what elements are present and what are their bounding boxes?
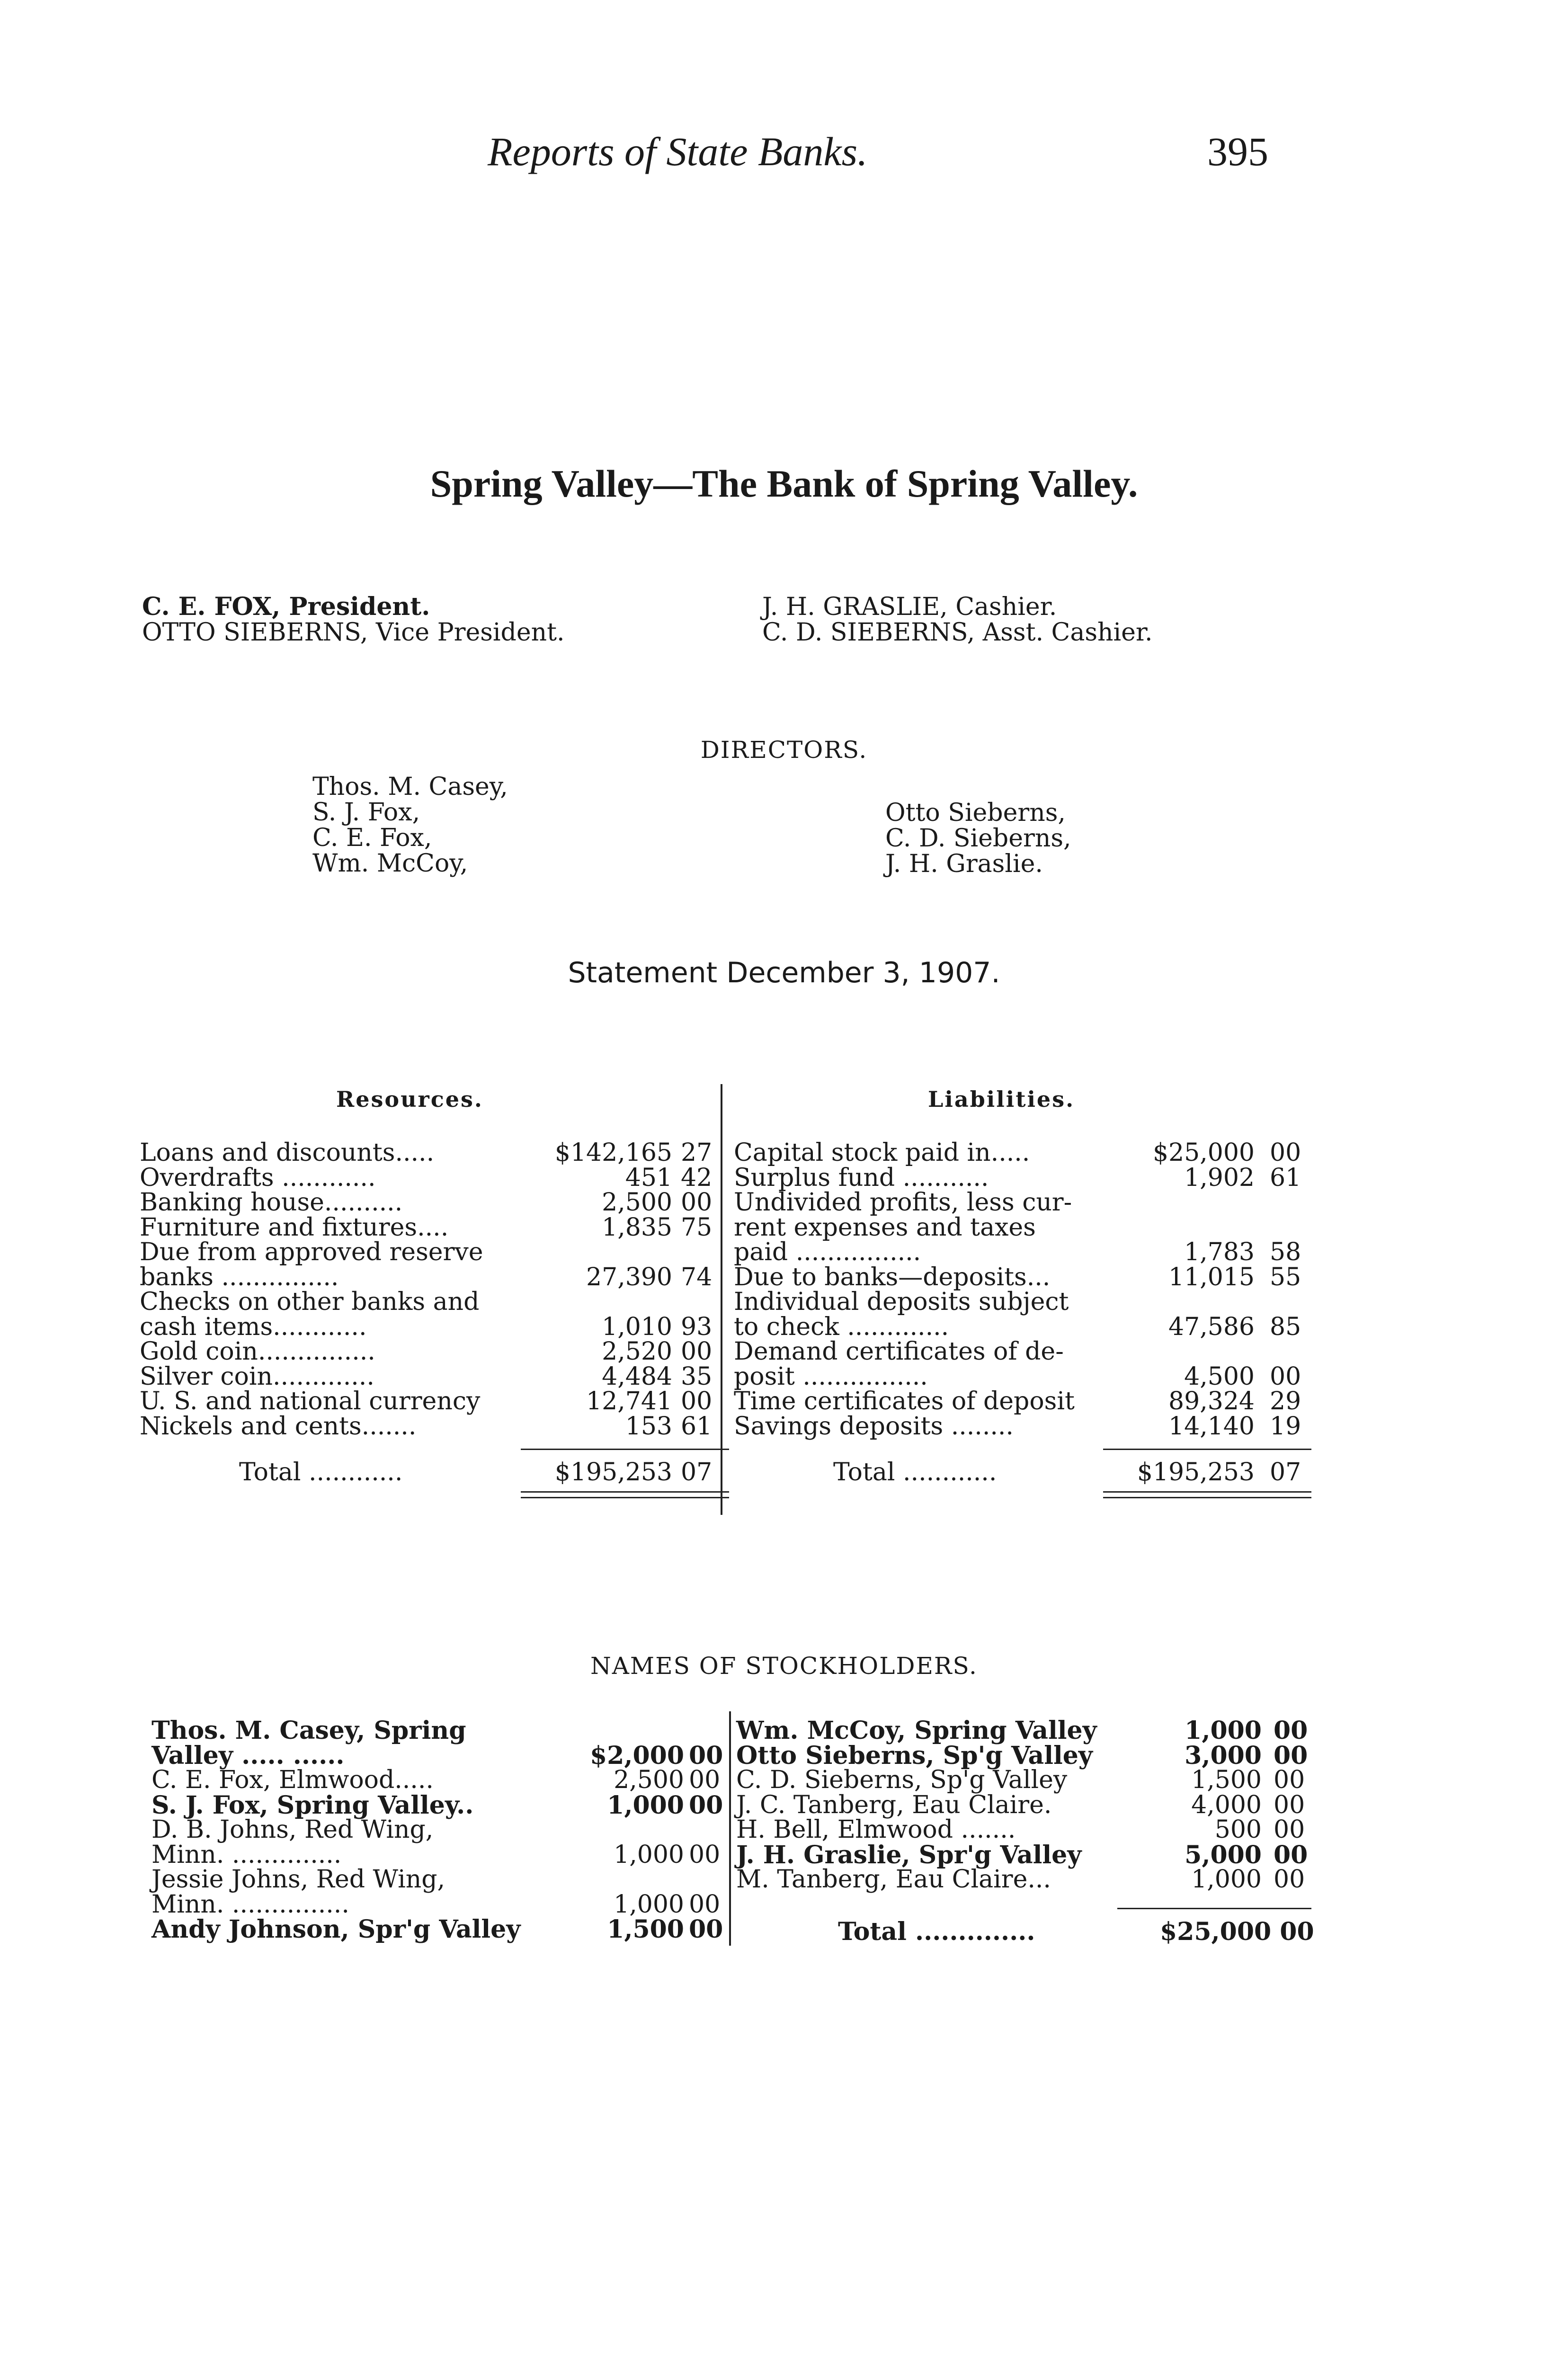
row-cents: 55: [1270, 1263, 1301, 1291]
row-label: Loans and discounts.....: [140, 1139, 435, 1167]
stockholder-cents: 00: [689, 1790, 723, 1820]
total-dollars: $195,253: [1137, 1458, 1255, 1486]
row-dollars: 4,484: [602, 1362, 672, 1391]
stockholder-dollars: 1,500: [607, 1915, 684, 1944]
row-label: banks ...............: [140, 1263, 339, 1291]
stockholder-dollars: 1,000: [1191, 1865, 1262, 1894]
vice-president: OTTO SIEBERNS, Vice President.: [142, 618, 565, 647]
stockholder-cents: 00: [1274, 1766, 1305, 1794]
row-label: posit ................: [734, 1362, 928, 1391]
stockholder-cents: 00: [1274, 1790, 1305, 1819]
row-cents: 00: [1270, 1362, 1301, 1391]
stockholder-dollars: 500: [1214, 1815, 1262, 1844]
director: Thos. M. Casey,: [312, 773, 508, 801]
row-label: Overdrafts ............: [140, 1163, 376, 1192]
row-label: rent expenses and taxes: [734, 1213, 1036, 1242]
row-dollars: 4,500: [1184, 1362, 1255, 1391]
row-cents: 75: [681, 1213, 713, 1242]
row-cents: 19: [1270, 1412, 1301, 1441]
stockholder-name: C. E. Fox, Elmwood.....: [151, 1766, 434, 1794]
stockholder-dollars: 1,500: [1191, 1766, 1262, 1794]
running-title: Reports of State Banks.: [488, 129, 868, 174]
sum-rule: [521, 1449, 729, 1450]
stockholder-name: Jessie Johns, Red Wing,: [151, 1865, 445, 1894]
total-rule: [1103, 1491, 1311, 1493]
stockholder-cents: 00: [689, 1840, 721, 1869]
row-label: Checks on other banks and: [140, 1288, 480, 1316]
row-cents: 00: [681, 1387, 713, 1415]
row-label: Surplus fund ...........: [734, 1163, 989, 1192]
stock-divider: [729, 1711, 731, 1946]
cashier: J. H. GRASLIE, Cashier.: [762, 593, 1057, 621]
total-label: Total ............: [239, 1458, 403, 1486]
stockholder-dollars: $2,000: [589, 1741, 684, 1770]
row-label: Banking house..........: [140, 1188, 403, 1217]
row-label: U. S. and national currency: [140, 1387, 481, 1415]
row-dollars: 1,902: [1184, 1163, 1255, 1192]
row-label: Individual deposits subject: [734, 1288, 1069, 1316]
row-dollars: 11,015: [1168, 1263, 1255, 1291]
stockholder-name: Thos. M. Casey, Spring: [151, 1716, 466, 1745]
stockholder-name: Minn. ...............: [151, 1890, 349, 1919]
row-cents: 42: [681, 1163, 713, 1192]
stockholder-name: Otto Sieberns, Sp'g Valley: [736, 1741, 1093, 1770]
total-rule: [521, 1491, 729, 1493]
statement-date: Statement December 3, 1907.: [568, 956, 1000, 989]
stockholder-cents: 00: [689, 1890, 721, 1919]
stockholder-name: Valley ..... ......: [151, 1741, 345, 1770]
stockholder-name: J. H. Graslie, Spr'g Valley: [736, 1840, 1082, 1869]
stockholder-name: M. Tanberg, Eau Claire...: [736, 1865, 1051, 1894]
row-dollars: 2,500: [602, 1188, 672, 1217]
director: C. D. Sieberns,: [885, 824, 1071, 853]
row-cents: 85: [1270, 1312, 1301, 1341]
stockholder-cents: 00: [689, 1766, 721, 1794]
row-cents: 35: [681, 1362, 713, 1391]
stockholder-name: S. J. Fox, Spring Valley..: [151, 1790, 474, 1820]
row-label: Capital stock paid in.....: [734, 1139, 1030, 1167]
stockholder-dollars: 2,500: [614, 1766, 684, 1794]
directors-heading: DIRECTORS.: [700, 736, 868, 764]
row-cents: 93: [681, 1312, 713, 1341]
row-cents: 27: [681, 1139, 713, 1167]
row-dollars: 1,835: [602, 1213, 672, 1242]
stock-sum-rule: [1117, 1908, 1311, 1909]
page-number: 395: [1207, 129, 1268, 174]
bank-title: Spring Valley—The Bank of Spring Valley.: [430, 462, 1138, 505]
row-dollars: 47,586: [1168, 1312, 1255, 1341]
total-rule: [1103, 1497, 1311, 1498]
row-dollars: $25,000: [1152, 1139, 1255, 1167]
director: S. J. Fox,: [312, 798, 420, 827]
row-cents: 61: [1270, 1163, 1301, 1192]
resources-heading: Resources.: [336, 1086, 483, 1112]
stockholder-dollars: 5,000: [1185, 1840, 1262, 1869]
row-cents: 29: [1270, 1387, 1301, 1415]
stockholder-name: D. B. Johns, Red Wing,: [151, 1815, 434, 1844]
stockholder-cents: 00: [1274, 1815, 1305, 1844]
row-label: Due to banks—deposits...: [734, 1263, 1051, 1291]
director: C. E. Fox,: [312, 824, 432, 852]
stockholder-cents: 00: [689, 1741, 723, 1770]
row-label: Savings deposits ........: [734, 1412, 1014, 1441]
director: Otto Sieberns,: [885, 799, 1066, 827]
stockholder-dollars: 3,000: [1185, 1741, 1262, 1770]
row-dollars: 14,140: [1168, 1412, 1255, 1441]
stockholder-name: Andy Johnson, Spr'g Valley: [151, 1915, 521, 1944]
row-cents: 61: [681, 1412, 713, 1441]
stockholders-total-amount: $25,000 00: [1160, 1917, 1314, 1946]
row-label: Time certificates of deposit: [734, 1387, 1075, 1415]
row-label: Furniture and fixtures....: [140, 1213, 449, 1242]
row-dollars: 153: [625, 1412, 672, 1441]
stockholders-total-label: Total ..............: [838, 1917, 1035, 1946]
director: Wm. McCoy,: [312, 849, 468, 878]
total-cents: 07: [1270, 1458, 1301, 1486]
row-dollars: 451: [625, 1163, 672, 1192]
officers-left: [142, 594, 565, 645]
row-label: Nickels and cents.......: [140, 1412, 417, 1441]
row-dollars: 1,783: [1184, 1238, 1255, 1266]
liabilities-heading: Liabilities.: [928, 1086, 1075, 1112]
total-rule: [521, 1497, 729, 1498]
officers-right: [762, 594, 1153, 645]
stockholder-name: J. C. Tanberg, Eau Claire.: [736, 1790, 1052, 1819]
stockholder-name: C. D. Sieberns, Sp'g Valley: [736, 1766, 1068, 1794]
stockholder-dollars: 1,000: [1185, 1716, 1262, 1745]
stockholder-name: Minn. ..............: [151, 1840, 342, 1869]
row-label: Undivided profits, less cur-: [734, 1188, 1072, 1217]
row-cents: 00: [681, 1188, 713, 1217]
stockholder-cents: 00: [1274, 1716, 1308, 1745]
director: J. H. Graslie.: [885, 850, 1043, 878]
row-label: Gold coin...............: [140, 1337, 375, 1366]
total-dollars: $195,253: [554, 1458, 672, 1486]
row-label: to check .............: [734, 1312, 949, 1341]
row-cents: 74: [681, 1263, 713, 1291]
row-cents: 00: [1270, 1139, 1301, 1167]
president: C. E. FOX, President.: [142, 592, 430, 621]
stockholders-heading: NAMES OF STOCKHOLDERS.: [590, 1652, 978, 1680]
stockholder-name: H. Bell, Elmwood .......: [736, 1815, 1016, 1844]
stockholder-dollars: 4,000: [1191, 1790, 1262, 1819]
row-dollars: 12,741: [586, 1387, 672, 1415]
directors-left: [312, 774, 508, 876]
total-cents: 07: [681, 1458, 713, 1486]
stockholder-cents: 00: [1274, 1865, 1305, 1894]
row-dollars: 89,324: [1168, 1387, 1255, 1415]
directors-right: [885, 800, 1071, 877]
column-divider: [721, 1084, 722, 1515]
stockholder-cents: 00: [689, 1915, 723, 1944]
row-dollars: 2,520: [602, 1337, 672, 1366]
sum-rule: [1103, 1449, 1311, 1450]
row-label: Due from approved reserve: [140, 1238, 483, 1266]
asst-cashier: C. D. SIEBERNS, Asst. Cashier.: [762, 618, 1153, 647]
row-label: Silver coin.............: [140, 1362, 374, 1391]
row-dollars: 27,390: [586, 1263, 672, 1291]
row-dollars: 1,010: [602, 1312, 672, 1341]
row-cents: 00: [681, 1337, 713, 1366]
row-label: Demand certificates of de-: [734, 1337, 1064, 1366]
row-label: paid ................: [734, 1238, 921, 1266]
stockholder-name: Wm. McCoy, Spring Valley: [736, 1716, 1097, 1745]
stockholder-dollars: 1,000: [614, 1840, 684, 1869]
stockholder-cents: 00: [1274, 1840, 1308, 1869]
row-cents: 58: [1270, 1238, 1301, 1266]
stockholder-dollars: 1,000: [607, 1790, 684, 1820]
stockholder-cents: 00: [1274, 1741, 1308, 1770]
stockholder-dollars: 1,000: [614, 1890, 684, 1919]
row-dollars: $142,165: [554, 1139, 672, 1167]
total-label: Total ............: [833, 1458, 997, 1486]
row-label: cash items............: [140, 1312, 367, 1341]
